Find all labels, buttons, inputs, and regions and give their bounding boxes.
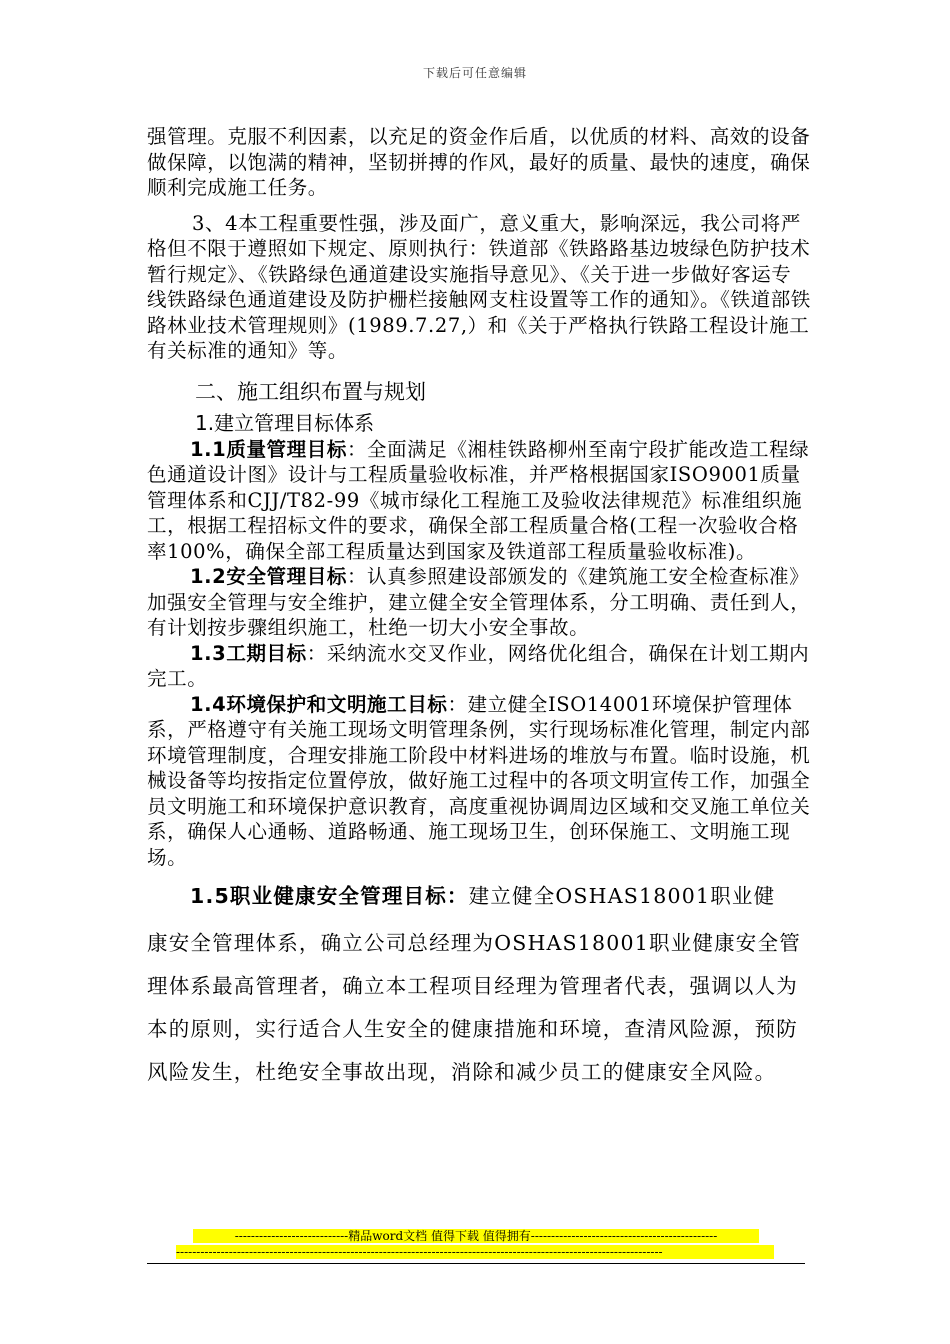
schedule-goal-paragraph <box>147 641 811 692</box>
footer-banner: ----------------------------精品word文档 值得下载 值得拥有---------------------------------------------- <box>193 1229 759 1243</box>
health-goal-first-line <box>147 878 811 914</box>
schedule-goal-label: 1.3工期目标 <box>190 641 307 665</box>
health-goal-paragraph: 康安全管理体系，确立公司总经理为OSHAS18001职业健康安全管理体系最高管理者，确立本工程项目经理为管理者代表，强调以人为本的原则，实行适合人生安全的健康措施和环境，查清风险源，预防风险发生，杜绝安全事故出现，消除和减少员工的健康安全风险。 <box>147 931 801 1084</box>
subsection-heading: 1.建立管理目标体系 <box>195 410 375 435</box>
safety-goal-text: ：认真参照建设部颁发的《建筑施工安全检查标准》加强安全管理与安全维护，建立健全安全管理体系，分工明确、责任到人，有计划按步骤组织施工，杜绝一切大小安全事故。 <box>147 565 811 639</box>
safety-goal-paragraph <box>147 564 811 641</box>
safety-goal-label: 1.2安全管理目标 <box>190 565 347 588</box>
paragraph-regulations: 3、4本工程重要性强，涉及面广，意义重大，影响深远，我公司将严格但不限于遵照如下规定、原则执行：铁道部《铁路路基边坡绿色防护技术暂行规定》、《铁路绿色通道建设实施指导意见》、《关于进一步做好客运专线铁路绿色通道建设及防护栅栏接触网支柱设置等工作的通知》。《铁道部铁路林业技术管理规则》(1989.7.27,）和《关于严格执行铁路工程设计施工有关标准的通知》等。 <box>147 211 811 362</box>
paragraph-continuation: 强管理。克服不利因素，以充足的资金作后盾，以优质的材料、高效的设备做保障，以饱满的精神，坚韧拼搏的作风，最好的质量、最快的速度，确保顺利完成施工任务。 <box>147 125 811 199</box>
environment-goal-paragraph <box>147 692 811 871</box>
document-body <box>147 124 811 1094</box>
quality-goal-label: 1.1质量管理目标 <box>190 437 347 461</box>
health-goal-label: 1.5职业健康安全管理目标： <box>190 884 469 908</box>
quality-goal-paragraph <box>147 437 811 565</box>
schedule-goal-text: ：采纳流水交叉作业，网络优化组合，确保在计划工期内完工。 <box>147 641 810 690</box>
footer-dashes: ------------------------------------------------------------------------------------------------------------------------ <box>176 1245 774 1259</box>
environment-goal-text: ：建立健全ISO14001环境保护管理体系，严格遵守有关施工现场文明管理条例，实行现场标准化管理，制定内部环境管理制度，合理安排施工阶段中材料进场的堆放与布置。临时设施，机械设备等均按指定位置停放，做好施工过程中的各项文明宣传工作，加强全员文明施工和环境保护意识教育，高度重视协调周边区域和交叉施工单位关系，确保人心通畅、道路畅通、施工现场卫生，创环保施工、文明施工现场。 <box>147 692 811 869</box>
page-header: 下载后可任意编辑 <box>422 66 527 80</box>
health-goal-text-first: 建立健全OSHAS18001职业健 <box>468 884 776 908</box>
quality-goal-text: ：全面满足《湘桂铁路柳州至南宁段扩能改造工程绿色通道设计图》设计与工程质量验收标准，并严格根据国家ISO9001质量管理体系和CJJ/T82-99《城市绿化工程施工及验收法律规范》标准组织施工，根据工程招标文件的要求，确保全部工程质量合格(工程一次验收合格率100%，确保全部工程质量达到国家及铁道部工程质量验收标准)。 <box>147 437 810 563</box>
section-heading: 二、施工组织布置与规划 <box>195 379 426 404</box>
footer-rule <box>147 1263 805 1264</box>
environment-goal-label: 1.4环境保护和文明施工目标 <box>190 692 448 716</box>
